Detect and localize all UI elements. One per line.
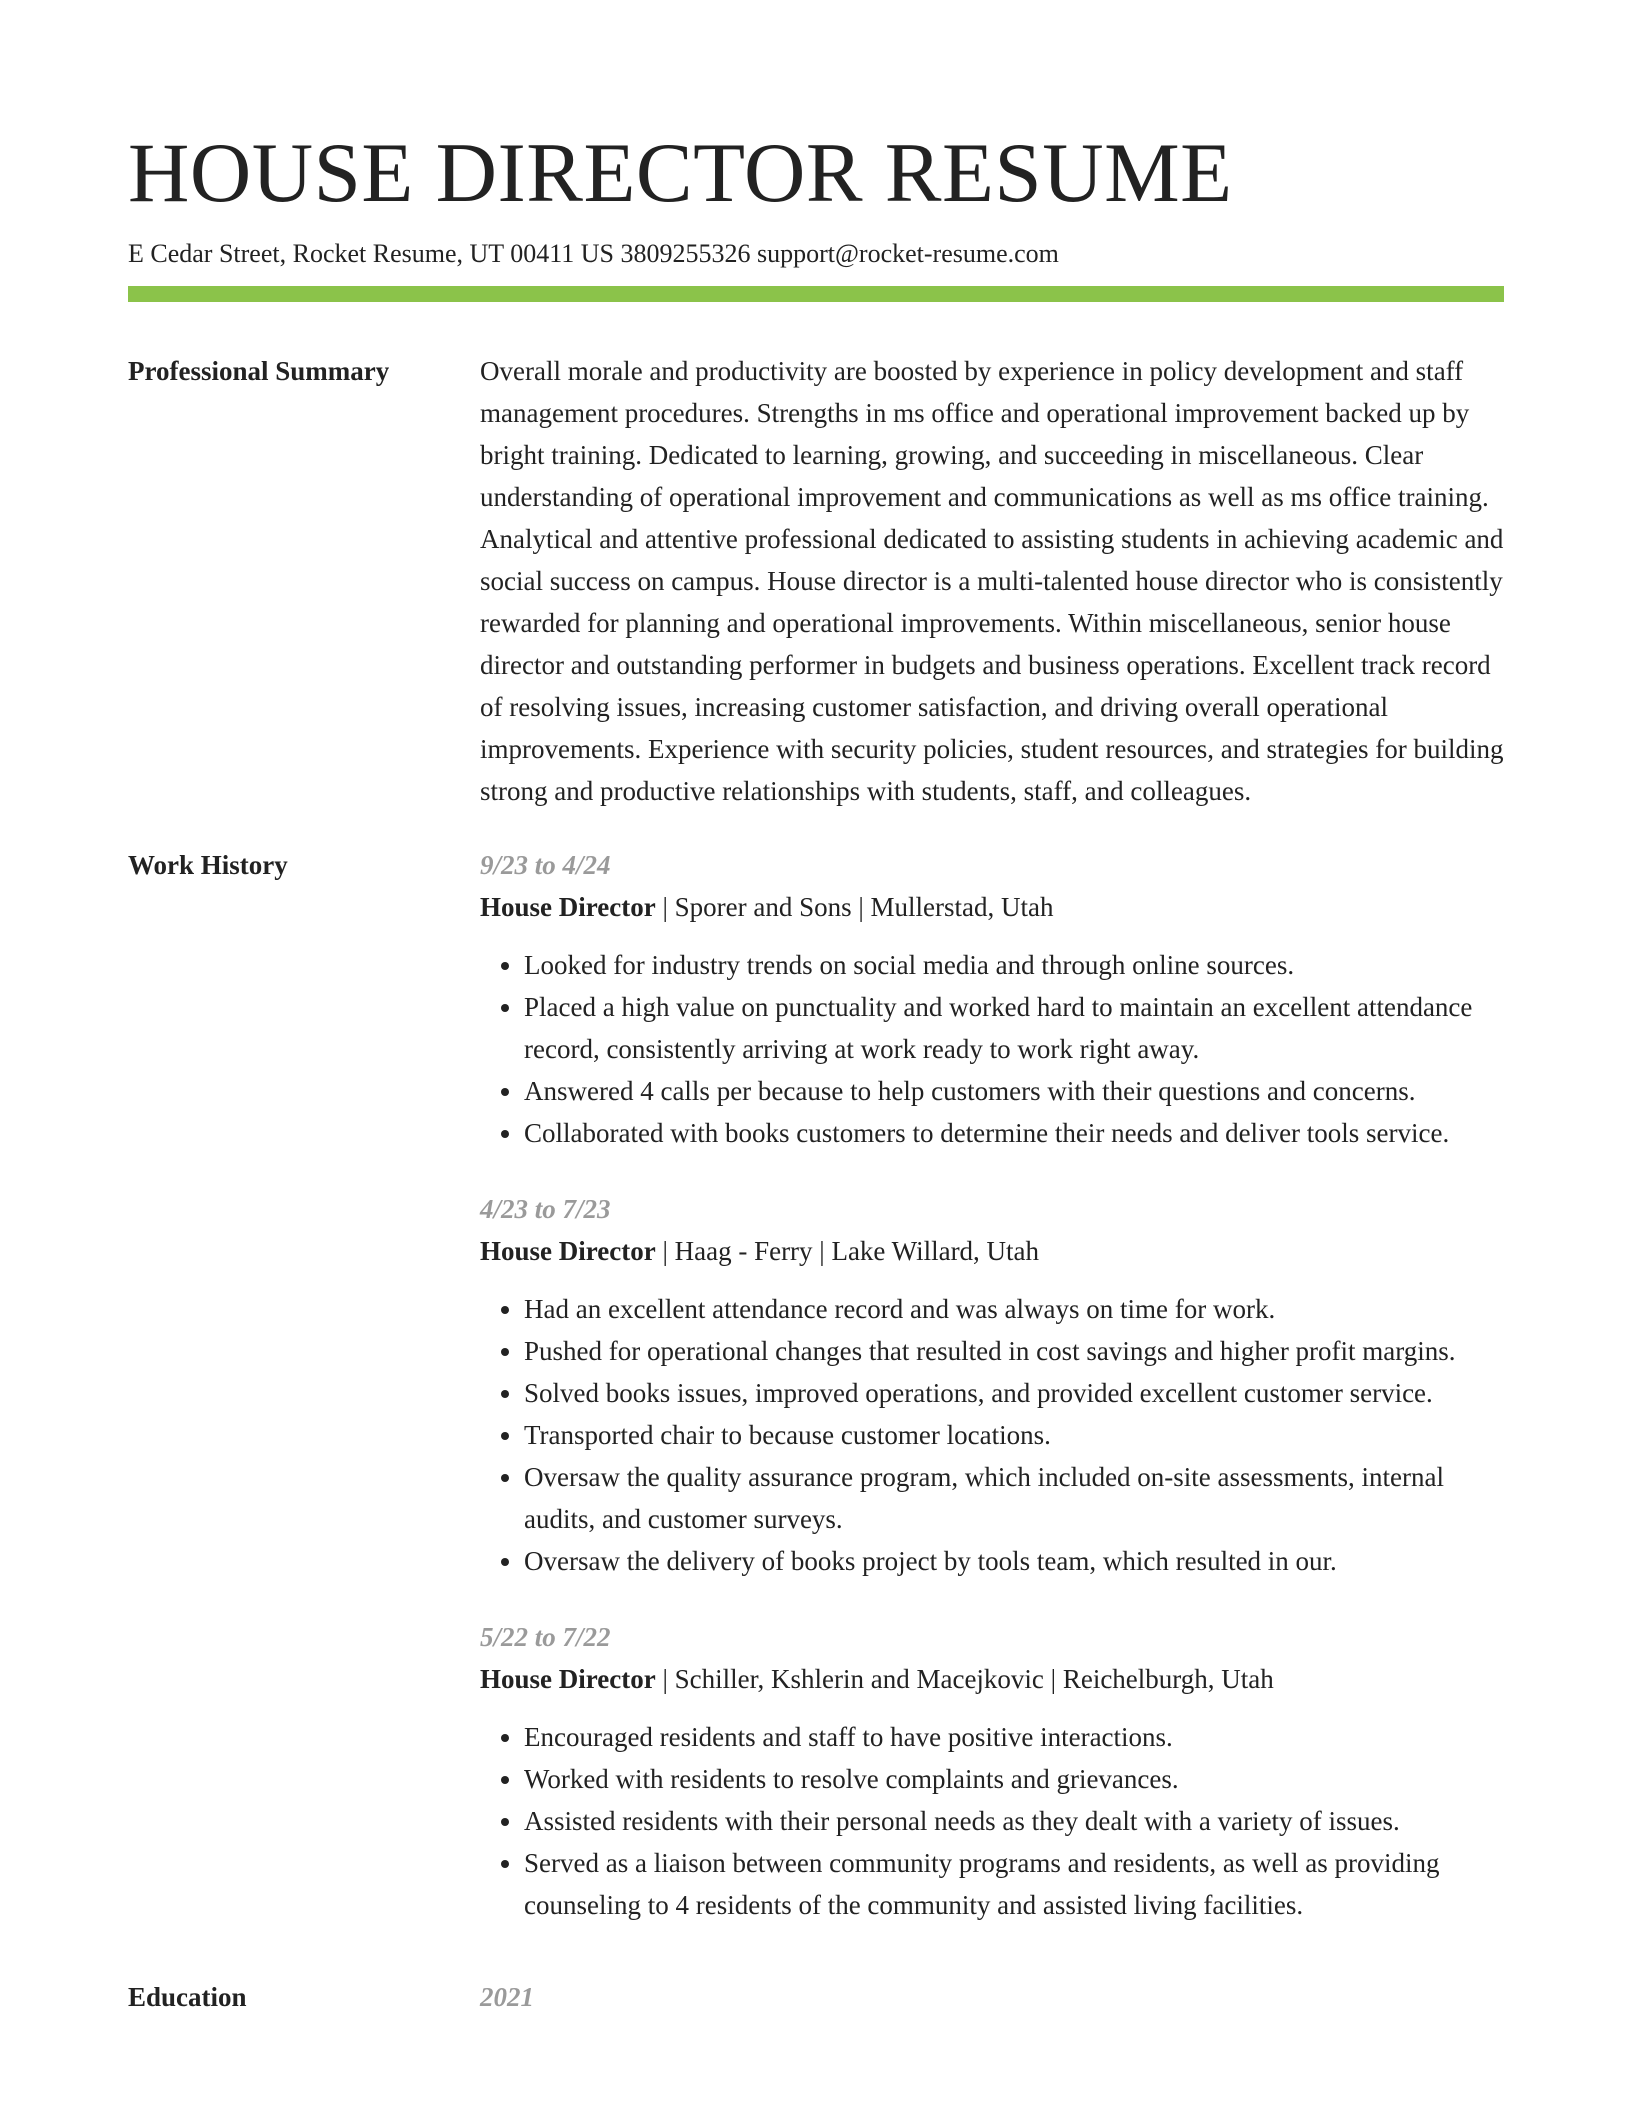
list-item: • Solved books issues, improved operations, and provided excellent customer service. xyxy=(524,1372,1504,1414)
list-item: • Placed a high value on punctuality and worked hard to maintain an excellent attendance record, consistently arriving at work ready to work right away. xyxy=(524,986,1504,1070)
education-section xyxy=(128,1976,1504,2018)
list-item: • Worked with residents to resolve complaints and grievances. xyxy=(524,1758,1504,1800)
resume-title: HOUSE DIRECTOR RESUME xyxy=(128,126,1233,220)
section-title: Professional Summary xyxy=(128,356,390,386)
job-entry xyxy=(480,1188,1504,1582)
job-bullets xyxy=(480,1716,1504,1926)
professional-summary-section xyxy=(128,350,1504,812)
resume-page xyxy=(128,0,1504,2018)
job-dates: 5/22 to 7/22 xyxy=(480,1622,611,1652)
job-heading xyxy=(480,1658,1504,1700)
job-title: House Director xyxy=(480,1236,656,1266)
section-body xyxy=(480,844,1504,1960)
section-body xyxy=(480,1976,1504,2018)
job-heading xyxy=(480,886,1504,928)
list-item: • Pushed for operational changes that resulted in cost savings and higher profit margins. xyxy=(524,1330,1504,1372)
job-entry xyxy=(480,844,1504,1154)
list-item: • Encouraged residents and staff to have positive interactions. xyxy=(524,1716,1504,1758)
contact-line: E Cedar Street, Rocket Resume, UT 00411 US 3809255326 support@rocket-resume.com xyxy=(128,239,1059,268)
list-item: • Answered 4 calls per because to help customers with their questions and concerns. xyxy=(524,1070,1504,1112)
list-item: • Looked for industry trends on social media and through online sources. xyxy=(524,944,1504,986)
section-body xyxy=(480,350,1504,812)
job-details: | Haag - Ferry | Lake Willard, Utah xyxy=(655,1236,1040,1266)
job-dates: 4/23 to 7/23 xyxy=(480,1194,611,1224)
job-heading xyxy=(480,1230,1504,1272)
list-item: • Transported chair to because customer locations. xyxy=(524,1414,1504,1456)
work-history-section xyxy=(128,844,1504,1960)
job-title: House Director xyxy=(480,892,656,922)
list-item: • Had an excellent attendance record and was always on time for work. xyxy=(524,1288,1504,1330)
job-details: | Schiller, Kshlerin and Macejkovic | Reichelburgh, Utah xyxy=(655,1664,1274,1694)
accent-divider xyxy=(128,286,1504,302)
section-title: Education xyxy=(128,1982,247,2012)
list-item: • Assisted residents with their personal needs as they dealt with a variety of issues. xyxy=(524,1800,1504,1842)
job-details: | Sporer and Sons | Mullerstad, Utah xyxy=(655,892,1054,922)
section-title: Work History xyxy=(128,850,288,880)
list-item: • Oversaw the quality assurance program, which included on-site assessments, internal audits, and customer surveys. xyxy=(524,1456,1504,1540)
job-dates: 9/23 to 4/24 xyxy=(480,850,611,880)
job-bullets xyxy=(480,944,1504,1154)
job-bullets xyxy=(480,1288,1504,1582)
summary-text: Overall morale and productivity are boosted by experience in policy development and staff management procedures. Strengths in ms office and operational improvement backed up by bright training. Dedicated to learning, growing, and succeeding in miscellaneous. Clear understanding of operational improvement and communications as well as ms office training. Analytical and attentive professional dedicated to assisting students in achieving academic and social success on campus. House director is a multi-talented house director who is consistently rewarded for planning and operational improvements. Within miscellaneous, senior house director and outstanding performer in budgets and business operations. Excellent track record of resolving issues, increasing customer satisfaction, and driving overall operational improvements. Experience with security policies, student resources, and strategies for building strong and productive relationships with students, staff, and colleagues. xyxy=(480,356,1504,806)
list-item: • Served as a liaison between community programs and residents, as well as providing counseling to 4 residents of the community and assisted living facilities. xyxy=(524,1842,1504,1926)
list-item: • Collaborated with books customers to determine their needs and deliver tools service. xyxy=(524,1112,1504,1154)
job-entry xyxy=(480,1616,1504,1926)
list-item: • Oversaw the delivery of books project by tools team, which resulted in our. xyxy=(524,1540,1504,1582)
job-title: House Director xyxy=(480,1664,656,1694)
education-dates: 2021 xyxy=(480,1982,534,2012)
